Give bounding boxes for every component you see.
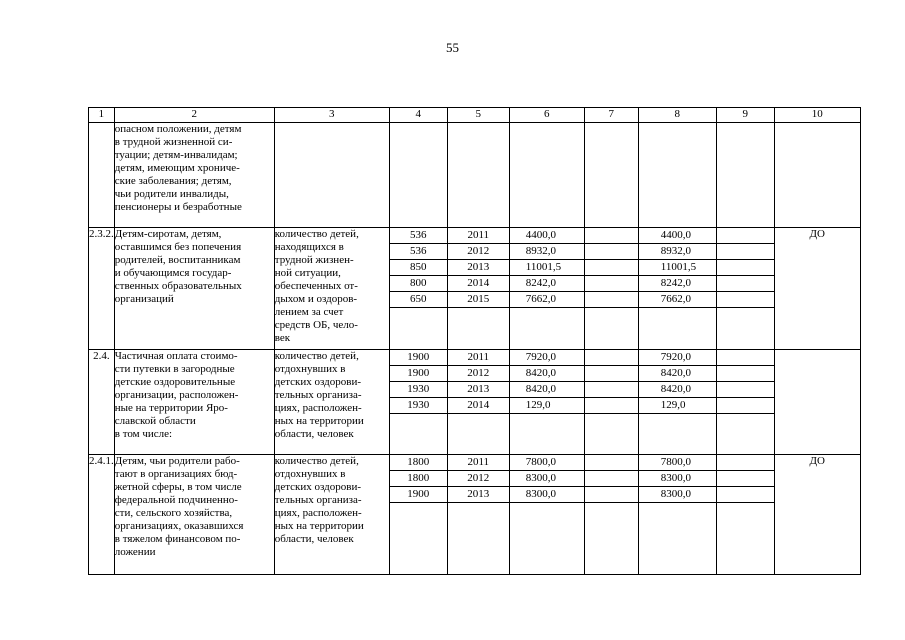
target-value: 1900 [390,487,447,503]
year: 2015 [448,292,509,308]
row-indicator-line: дыхом и оздоров- [274,293,358,305]
target-value: 1900 [390,366,447,382]
row-name-line: опасном положении, детям [114,123,242,135]
column-9-cell [716,228,774,350]
row-indicator-line: средств ОБ, чело- [274,319,358,331]
total-amount: 7920,0 [510,350,584,366]
row-name-line: туации; детям-инвалидам; [114,149,238,161]
column-number-4: 4 [389,108,447,123]
total-amount: 8300,0 [510,487,584,503]
column-7-cell [584,455,638,575]
target-value-cell [389,455,447,575]
table-row [89,350,861,455]
column-9 [717,260,774,276]
column-number-7: 7 [584,108,638,123]
column-9 [717,398,774,414]
table-row [89,228,861,350]
total-amount: 8420,0 [510,382,584,398]
target-value: 650 [390,292,447,308]
column-7 [585,398,638,414]
row-executor: ДО [774,228,860,350]
column-7-cell [584,123,638,228]
row-name [114,455,274,575]
year-cell [447,123,509,228]
column-9 [717,455,774,471]
row-name-line: оставшимся без попечения [114,241,242,253]
column-9 [717,244,774,260]
target-value: 850 [390,260,447,276]
column-9 [717,350,774,366]
year: 2011 [448,455,509,471]
column-number-10: 10 [774,108,860,123]
budget-amount: 7662,0 [639,292,716,308]
row-name-line: сти, сельского хозяйства, [114,507,233,519]
column-7 [585,276,638,292]
column-number-8: 8 [638,108,716,123]
target-value: 1930 [390,382,447,398]
row-indicator-line: находящихся в [274,241,344,253]
column-9 [717,366,774,382]
row-name-line: федеральной подчиненно- [114,494,238,506]
column-9-cell [716,123,774,228]
row-name [114,228,274,350]
column-number-5: 5 [447,108,509,123]
budget-amount: 8420,0 [639,366,716,382]
row-indicator-line: циях, расположен- [274,507,362,519]
total-amount: 8300,0 [510,471,584,487]
row-name-line: организациях, оказавшихся [114,520,244,532]
table-row [89,455,861,575]
year: 2012 [448,471,509,487]
row-name-line: и обучающимся государ- [114,267,232,279]
row-indicator-line: области, человек [274,428,354,440]
total-amount: 129,0 [510,398,584,414]
target-value: 536 [390,244,447,260]
row-indicator [274,228,389,350]
column-7 [585,244,638,260]
column-7-cell [584,228,638,350]
year-cell [447,228,509,350]
row-name-line: ложении [114,546,156,558]
column-number-3: 3 [274,108,389,123]
row-indicator-line: лением за счет [274,306,344,318]
year: 2013 [448,487,509,503]
total-amount: 7800,0 [510,455,584,471]
row-name-line: тают в организациях бюд- [114,468,238,480]
row-indicator-line: детских оздорови- [274,481,362,493]
year: 2014 [448,276,509,292]
table-row [89,123,861,228]
target-value: 1900 [390,350,447,366]
total-amount: 8932,0 [510,244,584,260]
target-value: 1930 [390,398,447,414]
table-body [89,108,861,575]
row-indicator-line: ных на территории [274,520,364,532]
budget-amount: 7800,0 [639,455,716,471]
year: 2013 [448,382,509,398]
column-9-cell [716,455,774,575]
budget-amount: 7920,0 [639,350,716,366]
row-indicator-line: ных на территории [274,415,364,427]
row-code: 2.3.2. [89,228,115,350]
row-code [89,123,115,228]
total-amount-cell [509,123,584,228]
row-indicator [274,350,389,455]
row-name-line: в том числе: [114,428,173,440]
column-number-6: 6 [509,108,584,123]
row-name-line: славской области [114,415,196,427]
row-name-line: Детям, чьи родители рабо- [114,455,240,467]
row-name-line: жетной сферы, в том числе [114,481,242,493]
row-indicator [274,455,389,575]
program-table [88,107,861,575]
target-value: 1800 [390,471,447,487]
year-cell [447,350,509,455]
column-number-9: 9 [716,108,774,123]
total-amount: 7662,0 [510,292,584,308]
column-9 [717,382,774,398]
column-9 [717,276,774,292]
total-amount: 8242,0 [510,276,584,292]
budget-amount: 8932,0 [639,244,716,260]
budget-amount: 8300,0 [639,471,716,487]
year: 2011 [448,350,509,366]
row-indicator-line: количество детей, [274,228,359,240]
row-indicator-line: области, человек [274,533,354,545]
column-7 [585,228,638,244]
target-value-cell [389,123,447,228]
column-7 [585,350,638,366]
row-indicator-line: тельных организа- [274,389,362,401]
column-number-2: 2 [114,108,274,123]
year: 2014 [448,398,509,414]
total-amount-cell [509,455,584,575]
row-name-line: ственных образовательных [114,280,242,292]
row-executor: ДО [774,455,860,575]
column-7 [585,487,638,503]
row-name-line: в трудной жизненной си- [114,136,233,148]
row-name-line: Детям-сиротам, детям, [114,228,222,240]
row-indicator-line: количество детей, [274,350,359,362]
total-amount: 8420,0 [510,366,584,382]
row-indicator-line: век [274,332,291,344]
row-name-line: в тяжелом финансовом по- [114,533,241,545]
budget-amount-cell [638,455,716,575]
column-7 [585,292,638,308]
target-value: 1800 [390,455,447,471]
column-number-1: 1 [89,108,115,123]
row-indicator-line: количество детей, [274,455,359,467]
year-cell [447,455,509,575]
budget-amount-cell [638,228,716,350]
row-name-line: чьи родители инвалиды, [114,188,229,200]
row-name-line: сти путевки в загородные [114,363,235,375]
budget-amount-cell [638,350,716,455]
row-name [114,350,274,455]
year: 2011 [448,228,509,244]
budget-amount-cell [638,123,716,228]
budget-amount: 129,0 [639,398,716,414]
column-9-cell [716,350,774,455]
row-code: 2.4.1. [89,455,115,575]
column-9 [717,228,774,244]
budget-amount: 4400,0 [639,228,716,244]
column-9 [717,471,774,487]
year: 2012 [448,244,509,260]
column-7-cell [584,350,638,455]
row-indicator-line: отдохнувших в [274,468,346,480]
row-name-line: Частичная оплата стоимо- [114,350,238,362]
row-name-line: детские оздоровительные [114,376,236,388]
column-7 [585,471,638,487]
row-name-line: детям, имеющим хрониче- [114,162,240,174]
page-number: 55 [446,40,459,55]
budget-amount: 8242,0 [639,276,716,292]
row-name-line: ные на территории Яро- [114,402,228,414]
row-name-line: организации, расположен- [114,389,239,401]
row-indicator-line: отдохнувших в [274,363,346,375]
total-amount: 11001,5 [510,260,584,276]
row-indicator-line: ной ситуации, [274,267,341,279]
row-indicator [274,123,389,228]
row-name-line: родителей, воспитанникам [114,254,241,266]
row-executor [774,123,860,228]
column-7 [585,382,638,398]
row-executor [774,350,860,455]
target-value: 536 [390,228,447,244]
column-9 [717,487,774,503]
row-indicator-line: трудной жизнен- [274,254,354,266]
row-indicator-line: обеспеченных от- [274,280,358,292]
budget-amount: 8420,0 [639,382,716,398]
column-7 [585,366,638,382]
year: 2013 [448,260,509,276]
column-number-row [89,108,861,123]
column-9 [717,292,774,308]
total-amount-cell [509,228,584,350]
row-indicator-line: тельных организа- [274,494,362,506]
target-value: 800 [390,276,447,292]
row-name-line: пенсионеры и безработные [114,201,242,213]
year: 2012 [448,366,509,382]
budget-amount: 11001,5 [639,260,716,276]
column-7 [585,455,638,471]
target-value-cell [389,350,447,455]
budget-amount: 8300,0 [639,487,716,503]
total-amount-cell [509,350,584,455]
target-value-cell [389,228,447,350]
row-name [114,123,274,228]
column-7 [585,260,638,276]
row-name-line: организаций [114,293,174,305]
row-indicator-line: циях, расположен- [274,402,362,414]
total-amount: 4400,0 [510,228,584,244]
row-code: 2.4. [89,350,115,455]
row-name-line: ские заболевания; детям, [114,175,232,187]
row-indicator-line: детских оздорови- [274,376,362,388]
